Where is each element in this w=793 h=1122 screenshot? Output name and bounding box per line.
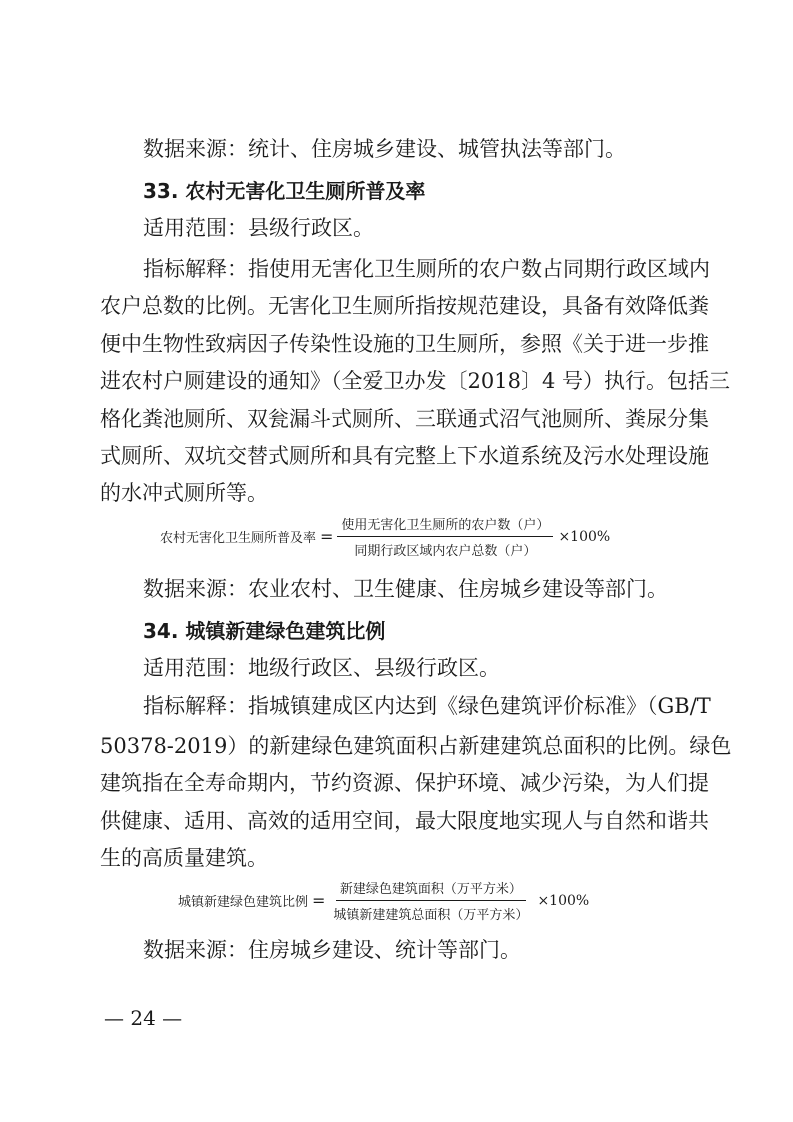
body-line: 便中生物性致病因子传染性设施的卫生厕所，参照《关于进一步推 [100, 332, 709, 356]
denominator: 同期行政区域内农户总数（户） [354, 544, 537, 559]
data-source-line: 数据来源：统计、住房城乡建设、城管执法等部门。 [143, 137, 626, 161]
formula-green-building-ratio [178, 878, 589, 923]
body-line: 式厕所、双坑交替式厕所和具有完整上下水道系统及污水处理设施 [100, 444, 709, 468]
formula-lhs: 农村无害化卫生厕所普及率 [160, 531, 317, 546]
multiplier: ×100% [558, 528, 611, 545]
equals-sign: = [312, 891, 326, 910]
denominator: 城镇新建建筑总面积（万平方米） [333, 908, 529, 923]
fraction [337, 514, 553, 559]
section-heading-34: 34. 城镇新建绿色建筑比例 [143, 619, 386, 643]
numerator: 使用无害化卫生厕所的农户数（户） [337, 514, 553, 537]
numerator: 新建绿色建筑面积（万平方米） [336, 878, 526, 901]
body-line: 生的高质量建筑。 [100, 846, 268, 870]
body-line: 格化粪池厕所、双瓮漏斗式厕所、三联通式沼气池厕所、粪尿分集 [100, 407, 709, 431]
scope-line: 适用范围：地级行政区、县级行政区。 [143, 656, 500, 680]
body-line: 50378-2019）的新建绿色建筑面积占新建建筑总面积的比例。绿色 [100, 734, 732, 758]
explanation-line: 指标解释：指使用无害化卫生厕所的农户数占同期行政区域内 [143, 257, 710, 281]
data-source-line: 数据来源：农业农村、卫生健康、住房城乡建设等部门。 [143, 577, 668, 601]
page-number: — 24 — [104, 1006, 183, 1030]
body-line: 进农村户厕建设的通知》（全爱卫办发〔2018〕4 号）执行。包括三 [100, 369, 730, 393]
section-heading-33: 33. 农村无害化卫生厕所普及率 [143, 179, 426, 203]
body-line: 建筑指在全寿命期内，节约资源、保护环境、减少污染，为人们提 [100, 771, 709, 795]
data-source-line: 数据来源：住房城乡建设、统计等部门。 [143, 938, 521, 962]
body-line: 农户总数的比例。无害化卫生厕所指按规范建设，具备有效降低粪 [100, 294, 709, 318]
formula-toilet-rate [160, 514, 610, 559]
explanation-line: 指标解释：指城镇建成区内达到《绿色建筑评价标准》（GB/T [143, 694, 711, 718]
fraction [329, 878, 532, 923]
formula-lhs: 城镇新建绿色建筑比例 [178, 895, 309, 910]
body-line: 供健康、适用、高效的适用空间，最大限度地实现人与自然和谐共 [100, 809, 709, 833]
scope-line: 适用范围：县级行政区。 [143, 216, 374, 240]
equals-sign: = [320, 527, 334, 546]
multiplier: ×100% [537, 892, 590, 909]
body-line: 的水冲式厕所等。 [100, 481, 268, 505]
